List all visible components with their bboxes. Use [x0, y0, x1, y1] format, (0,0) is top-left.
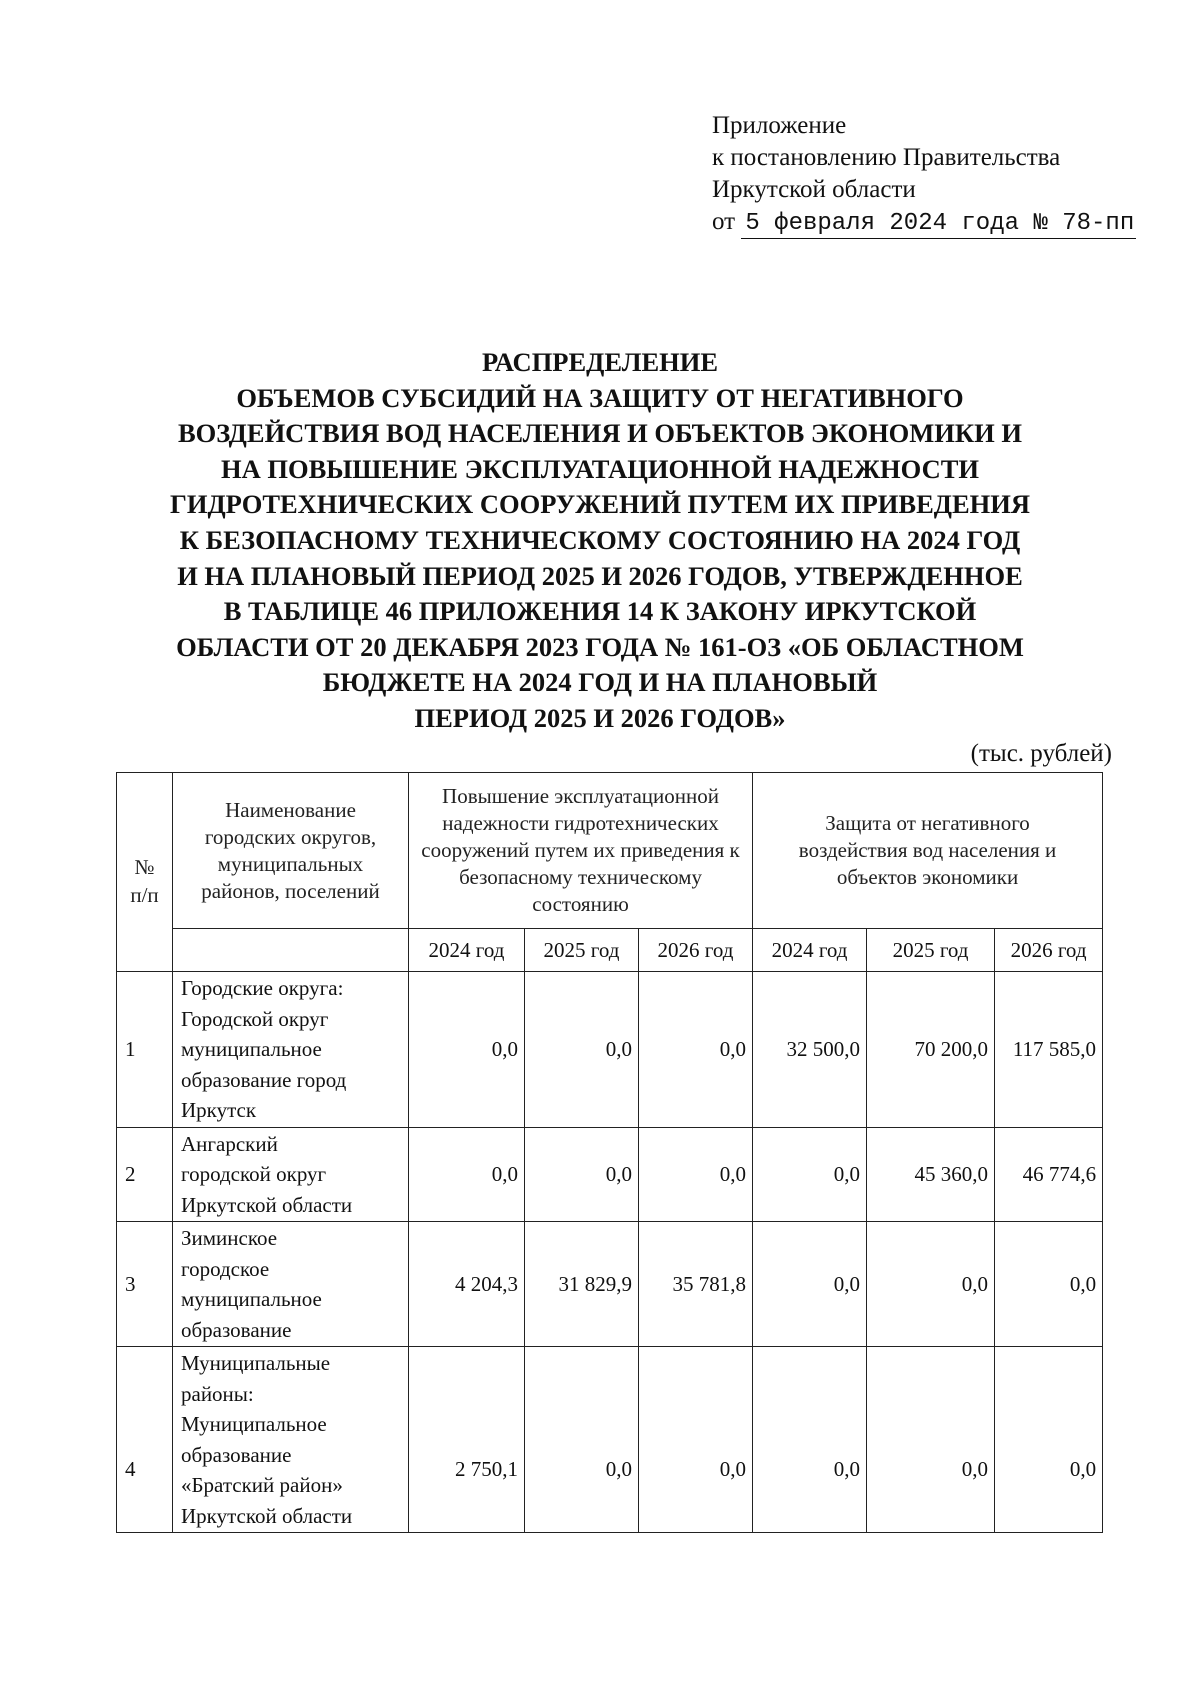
row-value: 0,0 [867, 1347, 995, 1533]
title-line: ОБЛАСТИ ОТ 20 ДЕКАБРЯ 2023 ГОДА № 161-ОЗ «ОБ ОБЛАСТНОМ [176, 631, 1024, 662]
row-name-line: Иркутск [181, 1098, 257, 1122]
title-line: ВОЗДЕЙСТВИЯ ВОД НАСЕЛЕНИЯ И ОБЪЕКТОВ ЭКОНОМИКИ И [178, 418, 1022, 449]
header-name: Наименование городских округов, муниципальных районов, поселений [173, 773, 409, 929]
row-value: 0,0 [753, 1347, 867, 1533]
row-name-line: «Братский район» [181, 1473, 343, 1497]
row-name-line: муниципальное [181, 1287, 322, 1311]
title-line: БЮДЖЕТЕ НА 2024 ГОД И НА ПЛАНОВЫЙ [322, 667, 878, 698]
row-value: 4 204,3 [409, 1222, 525, 1347]
row-name-line: Городские округа: [181, 976, 344, 1000]
document-title [120, 345, 1080, 737]
title-line: РАСПРЕДЕЛЕНИЕ [481, 347, 719, 377]
row-value: 32 500,0 [753, 972, 867, 1128]
table-row [117, 1127, 1103, 1222]
header-year: 2024 год [753, 929, 867, 972]
row-name-line: муниципальное [181, 1037, 322, 1061]
row-name-line: образование [181, 1317, 292, 1342]
title-line: И НА ПЛАНОВЫЙ ПЕРИОД 2025 И 2026 ГОДОВ, УТВЕРЖДЕННОЕ [177, 560, 1023, 591]
title-line: В ТАБЛИЦЕ 46 ПРИЛОЖЕНИЯ 14 К ЗАКОНУ ИРКУТСКОЙ [223, 596, 977, 627]
row-value: 0,0 [639, 1127, 753, 1222]
row-value: 35 781,8 [639, 1222, 753, 1347]
appendix-date: 5 февраля 2024 года № 78-пп [741, 211, 1136, 239]
appendix-from-word: от [712, 208, 736, 235]
appendix-line-1: Приложение [712, 112, 847, 139]
row-value: 0,0 [995, 1222, 1103, 1347]
header-year: 2026 год [639, 929, 753, 972]
row-value: 70 200,0 [867, 972, 995, 1128]
title-line: НА ПОВЫШЕНИЕ ЭКСПЛУАТАЦИОННОЙ НАДЕЖНОСТИ [220, 453, 980, 484]
row-value: 117 585,0 [995, 972, 1103, 1128]
appendix-date-line [712, 206, 1136, 239]
row-index: 4 [117, 1347, 173, 1533]
row-value: 46 774,6 [995, 1127, 1103, 1222]
header-year: 2024 год [409, 929, 525, 972]
appendix-block [712, 110, 1136, 239]
row-name-line: Городской округ [181, 1006, 329, 1031]
row-name-line: Иркутской области [181, 1503, 353, 1528]
row-value: 0,0 [995, 1347, 1103, 1533]
table-row [117, 972, 1103, 1128]
title-line: ПЕРИОД 2025 И 2026 ГОДОВ» [414, 702, 786, 733]
row-name [173, 1127, 409, 1222]
row-value: 0,0 [525, 1127, 639, 1222]
row-value: 0,0 [409, 972, 525, 1128]
row-name-line: Зиминское [181, 1226, 278, 1250]
row-value: 0,0 [525, 1347, 639, 1533]
header-group-protection: Защита от негативного воздействия вод населения и объектов экономики [753, 773, 1103, 929]
row-name-line: Ангарский [181, 1131, 278, 1156]
title-line: ОБЪЕМОВ СУБСИДИЙ НА ЗАЩИТУ ОТ НЕГАТИВНОГО [236, 382, 964, 413]
row-name [173, 972, 409, 1128]
row-value: 0,0 [639, 972, 753, 1128]
row-value: 45 360,0 [867, 1127, 995, 1222]
row-value: 0,0 [639, 1347, 753, 1533]
appendix-line-2: к постановлению Правительства [712, 144, 1061, 171]
table-row [117, 1222, 1103, 1347]
header-number [117, 773, 173, 972]
row-name [173, 1222, 409, 1347]
header-number-text: № п/п [130, 855, 159, 907]
row-index: 2 [117, 1127, 173, 1222]
header-year: 2026 год [995, 929, 1103, 972]
row-name-line: Иркутской области [181, 1192, 353, 1217]
title-line: К БЕЗОПАСНОМУ ТЕХНИЧЕСКОМУ СОСТОЯНИЮ НА 2024 ГОД [179, 524, 1021, 555]
row-index: 1 [117, 972, 173, 1128]
distribution-table [116, 772, 1103, 1533]
title-line: ГИДРОТЕХНИЧЕСКИХ СООРУЖЕНИЙ ПУТЕМ ИХ ПРИВЕДЕНИЯ [169, 489, 1031, 520]
row-value: 31 829,9 [525, 1222, 639, 1347]
row-name-line: районы: [181, 1381, 254, 1406]
table-row [117, 1347, 1103, 1533]
row-name-line: образование город [181, 1067, 347, 1092]
row-value: 0,0 [753, 1222, 867, 1347]
row-value: 2 750,1 [409, 1347, 525, 1533]
row-name-line: городской округ [181, 1162, 327, 1186]
row-index: 3 [117, 1222, 173, 1347]
row-name [173, 1347, 409, 1533]
appendix-line-3: Иркутской области [712, 176, 916, 203]
units-label: (тыс. рублей) [970, 740, 1112, 767]
row-name-line: городское [181, 1256, 270, 1281]
row-value: 0,0 [867, 1222, 995, 1347]
row-name-line: образование [181, 1442, 292, 1467]
header-name-lower [173, 929, 409, 972]
header-year: 2025 год [867, 929, 995, 972]
header-group-reliability: Повышение эксплуатационной надежности гидротехнических сооружений путем их приведения к безопасному техническому состоянию [409, 773, 753, 929]
row-name-line: Муниципальные [181, 1351, 331, 1375]
header-year: 2025 год [525, 929, 639, 972]
row-value: 0,0 [409, 1127, 525, 1222]
row-value: 0,0 [525, 972, 639, 1128]
row-name-line: Муниципальное [181, 1412, 327, 1436]
row-value: 0,0 [753, 1127, 867, 1222]
